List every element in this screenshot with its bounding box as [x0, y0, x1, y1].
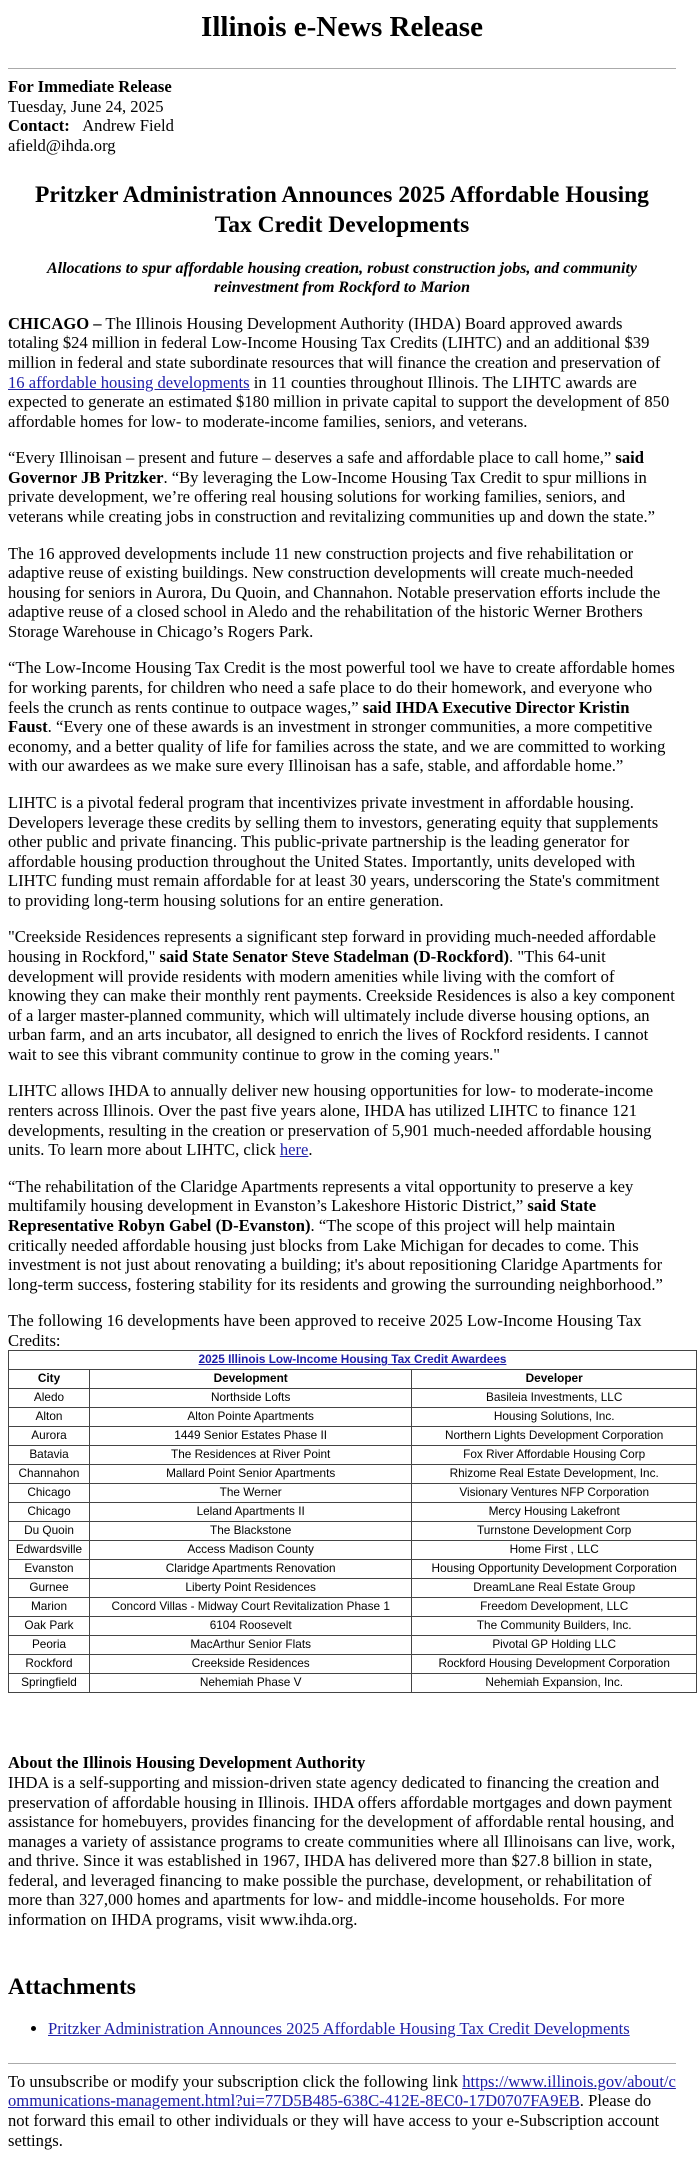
development-cell: The Werner [90, 1484, 412, 1503]
paragraph-4 [8, 658, 676, 775]
paragraph-text: . “By leveraging the Low-Income Housing Tax Credit to spur millions in private development, we’re offering real housing solutions for working families, seniors, and veterans while creating jobs in construction and revitalizing communities up and down the state.” [8, 467, 655, 527]
developer-cell: Housing Solutions, Inc. [412, 1408, 697, 1427]
city-cell: Peoria [9, 1636, 90, 1655]
unsubscribe-link[interactable]: https://www.illinois.gov/about/communications-management.html?ui=77D5B485-638C-412E-8EC0-17D0707FA9EB [8, 2071, 676, 2111]
subheadline: Allocations to spur affordable housing creation, robust construction jobs, and community reinvestment from Rockford to Marion [46, 260, 638, 296]
developer-cell: Rockford Housing Development Corporation [412, 1655, 697, 1674]
paragraph-text: “The Low-Income Housing Tax Credit is the most powerful tool we have to create affordable homes for working parents, for children who need a safe place to do their homework, and everyone who feels the crunch as rents continue to outpace wages,” [8, 658, 675, 717]
development-cell: Liberty Point Residences [90, 1579, 412, 1598]
developer-cell: The Community Builders, Inc. [412, 1617, 697, 1636]
table-row [9, 1465, 697, 1484]
paragraph-text: “Every Illinoisan – present and future – deserves a safe and affordable place to call home,” [8, 448, 616, 468]
development-cell: 1449 Senior Estates Phase II [90, 1427, 412, 1446]
developer-cell: Pivotal GP Holding LLC [412, 1636, 697, 1655]
city-cell: Oak Park [9, 1617, 90, 1636]
development-cell: Creekside Residences [90, 1655, 412, 1674]
paragraph-text: . “Every one of these awards is an investment in stronger communities, a more competitive economy, and a better quality of life for families across the state, and we are committed to working with our awardees as we make sure every Illinoisan has a safe, stable, and affordable home.” [8, 717, 666, 776]
city-cell: Chicago [9, 1484, 90, 1503]
development-cell: Mallard Point Senior Apartments [90, 1465, 412, 1484]
contact-label: Contact: [8, 116, 70, 136]
city-cell: Aurora [9, 1427, 90, 1446]
development-cell: MacArthur Senior Flats [90, 1636, 412, 1655]
paragraph-8 [8, 1177, 676, 1294]
headline: Pritzker Administration Announces 2025 Affordable Housing Tax Credit Developments [35, 182, 649, 238]
paragraph-text: LIHTC allows IHDA to annually deliver new housing opportunities for low- to moderate-income renters across Illinois. Over the past five years alone, IHDA has utilized LIHTC to finance 121 developments, resulting in the creation or preservation of 5,901 much-needed affordable housing units. To learn more about LIHTC, click [8, 1081, 654, 1160]
release-date: Tuesday, June 24, 2025 [8, 96, 164, 116]
development-cell: Alton Pointe Apartments [90, 1408, 412, 1427]
paragraph-2 [8, 448, 676, 526]
attachment-link[interactable]: Pritzker Administration Announces 2025 Affordable Housing Tax Credit Developments [48, 2019, 630, 2039]
table-row [9, 1560, 697, 1579]
lihtc-here-link[interactable]: here [279, 1140, 309, 1160]
table-caption-link[interactable]: 2025 Illinois Low-Income Housing Tax Credit Awardees [198, 1352, 507, 1367]
column-header: Developer [412, 1370, 697, 1389]
development-cell: Leland Apartments II [90, 1503, 412, 1522]
city-cell: Batavia [9, 1446, 90, 1465]
city-cell: Edwardsville [9, 1541, 90, 1560]
footer-divider [8, 2063, 676, 2064]
attachments-list [8, 2019, 676, 2039]
paragraph-5: LIHTC is a pivotal federal program that incentivizes private investment in affordable housing. Developers leverage these credits by selling them to investors, generating equity that supplements other public and private financing. This public-private partnership is the leading generator for affordable housing production throughout the United States. Importantly, units developed with LIHTC funding must remain affordable for at least 30 years, underscoring the State's commitment to providing long-term housing solutions for an entire generation. [8, 792, 660, 910]
table-row [9, 1389, 697, 1408]
developer-cell: Housing Opportunity Development Corporation [412, 1560, 697, 1579]
developer-cell: Rhizome Real Estate Development, Inc. [412, 1465, 697, 1484]
paragraph-7 [8, 1081, 676, 1159]
city-cell: Springfield [9, 1674, 90, 1693]
developer-cell: Freedom Development, LLC [412, 1598, 697, 1617]
developer-cell: Fox River Affordable Housing Corp [412, 1446, 697, 1465]
paragraph-text: . [308, 1140, 313, 1160]
table-row [9, 1636, 697, 1655]
footer-text [8, 2072, 676, 2150]
developer-cell: Nehemiah Expansion, Inc. [412, 1674, 697, 1693]
developer-cell: DreamLane Real Estate Group [412, 1579, 697, 1598]
speaker: said State Representative Robyn Gabel (D-Evanston) [8, 1196, 597, 1235]
contact-name: Andrew Field [82, 116, 174, 136]
column-header: Development [90, 1370, 412, 1389]
developer-cell: Northern Lights Development Corporation [412, 1427, 697, 1446]
release-label: For Immediate Release [8, 77, 172, 96]
city-cell: Channahon [9, 1465, 90, 1484]
paragraph-text: The Illinois Housing Development Authority (IHDA) Board approved awards totaling $24 million in federal Low-Income Housing Tax Credits (LIHTC) and an additional $39 million in federal and state subordinate resources that will finance the creation and preservation of [8, 313, 661, 372]
developer-cell: Basileia Investments, LLC [412, 1389, 697, 1408]
development-cell: 6104 Roosevelt [90, 1617, 412, 1636]
city-cell: Rockford [9, 1655, 90, 1674]
development-cell: The Residences at River Point [90, 1446, 412, 1465]
table-row [9, 1503, 697, 1522]
dateline: CHICAGO – [8, 313, 102, 333]
table-row [9, 1541, 697, 1560]
paragraph-3: The 16 approved developments include 11 new construction projects and five rehabilitation or adaptive reuse of existing buildings. New construction developments will create much-needed housing for seniors in Aurora, Du Quoin, and Channahon. Notable preservation efforts include the adaptive reuse of a closed school in Aledo and the rehabilitation of the historic Werner Brothers Storage Warehouse in Chicago’s Rogers Park. [8, 543, 661, 641]
table-row [9, 1408, 697, 1427]
speaker: said State Senator Steve Stadelman (D-Rockford) [159, 947, 510, 966]
table-row [9, 1674, 697, 1693]
table-caption-cell [9, 1351, 697, 1370]
city-cell: Aledo [9, 1389, 90, 1408]
development-cell: The Blackstone [90, 1522, 412, 1541]
city-cell: Evanston [9, 1560, 90, 1579]
developments-link[interactable]: 16 affordable housing developments [8, 372, 250, 392]
development-cell: Concord Villas - Midway Court Revitalization Phase 1 [90, 1598, 412, 1617]
paragraph-text: “The rehabilitation of the Claridge Apartments represents a vital opportunity to preserve a key multifamily housing development in Evanston’s Lakeshore Historic District,” [8, 1176, 634, 1216]
table-row [9, 1446, 697, 1465]
developer-cell: Mercy Housing Lakefront [412, 1503, 697, 1522]
paragraph-1 [8, 314, 676, 431]
table-row [9, 1579, 697, 1598]
developer-cell: Turnstone Development Corp [412, 1522, 697, 1541]
header-divider [8, 68, 676, 69]
table-row [9, 1427, 697, 1446]
about-heading: About the Illinois Housing Development Authority [8, 1753, 366, 1773]
attachments-heading: Attachments [8, 1973, 136, 2000]
speaker: said IHDA Executive Director Kristin Faust [8, 697, 630, 737]
development-cell: Access Madison County [90, 1541, 412, 1560]
page-title: Illinois e-News Release [201, 11, 483, 43]
development-cell: Claridge Apartments Renovation [90, 1560, 412, 1579]
city-cell: Du Quoin [9, 1522, 90, 1541]
city-cell: Marion [9, 1598, 90, 1617]
table-row [9, 1655, 697, 1674]
column-header: City [9, 1370, 90, 1389]
paragraph-text: . “The scope of this project will help maintain critically needed affordable housing just blocks from Lake Michigan for decades to come. This investment is not just about renovating a building; it's about repositioning Claridge Apartments for long-term success, fostering stability for its residents and growing the surrounding neighborhood.” [8, 1215, 663, 1294]
footer-text-b: . Please do not forward this email to other individuals or they will have access to your e-Subscription account settings. [8, 2091, 660, 2150]
paragraph-text: "Creekside Residences represents a significant step forward in providing much-needed affordable housing in Rockford," [8, 927, 656, 966]
table-row [9, 1598, 697, 1617]
paragraph-text: . "This 64-unit development will provide residents with modern amenities while living with the comfort of knowing they can make their monthly rent payments. Creekside Residences is also a key component of a larger master-planned community, which will ultimately include diverse housing options, an urban farm, and an arts incubator, all designed to enrich the lives of Rockford residents. I cannot wait to see this vibrant community continue to grow in the coming years." [8, 947, 675, 1064]
development-cell: Northside Lofts [90, 1389, 412, 1408]
speaker: said Governor JB Pritzker [8, 448, 645, 487]
paragraph-9: The following 16 developments have been approved to receive 2025 Low-Income Housing Tax Credits: [8, 1311, 642, 1350]
city-cell: Chicago [9, 1503, 90, 1522]
developer-cell: Home First , LLC [412, 1541, 697, 1560]
paragraph-text: in 11 counties throughout Illinois. The LIHTC awards are expected to generate an estimated $180 million in private capital to support the development of 850 affordable homes for low- to moderate-income families, seniors, and veterans. [8, 372, 670, 431]
about-text: IHDA is a self-supporting and mission-driven state agency dedicated to financing the creation and preservation of affordable housing in Illinois. IHDA offers affordable mortgages and down payment assistance for homebuyers, provides financing for the development of affordable rental housing, and manages a variety of assistance programs to create communities where all Illinoisans can live, work, and thrive. Since it was established in 1967, IHDA has delivered more than $27.8 billion in state, federal, and leveraged financing to make possible the purchase, development, or rehabilitation of more than 327,000 homes and apartments for low- and middle-income households. For more information on IHDA programs, visit www.ihda.org. [8, 1772, 676, 1930]
paragraph-6 [8, 927, 676, 1064]
table-header-row [9, 1370, 697, 1389]
attachment-item [48, 2019, 676, 2039]
awardees-table [8, 1350, 697, 1693]
city-cell: Alton [9, 1408, 90, 1427]
contact-email: afield@ihda.org [8, 135, 116, 155]
table-row [9, 1617, 697, 1636]
release-meta [8, 77, 676, 155]
table-row [9, 1522, 697, 1541]
city-cell: Gurnee [9, 1579, 90, 1598]
developer-cell: Visionary Ventures NFP Corporation [412, 1484, 697, 1503]
footer-text-a: To unsubscribe or modify your subscription click the following link [8, 2071, 463, 2091]
table-body [9, 1389, 697, 1693]
table-row [9, 1484, 697, 1503]
development-cell: Nehemiah Phase V [90, 1674, 412, 1693]
